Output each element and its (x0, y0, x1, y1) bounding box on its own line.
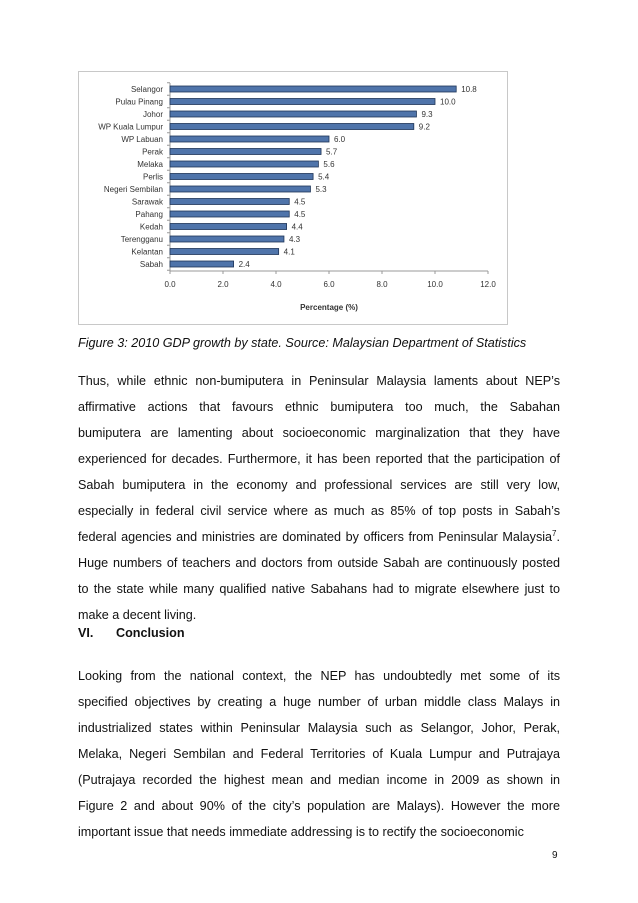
bar-pahang (170, 211, 289, 217)
bar-melaka (170, 161, 318, 167)
value-label: 2.4 (238, 260, 250, 269)
value-label: 4.3 (288, 235, 301, 244)
bar-johor (170, 111, 416, 117)
value-label: 9.2 (418, 122, 430, 132)
bar-sabah (170, 261, 234, 267)
text-line-content: Huge numbers of teachers and doctors from outside Sabah are continuously posted (78, 556, 560, 570)
paragraph-1 (78, 368, 560, 628)
bar-kedah (170, 224, 287, 230)
x-tick-label: 0.0 (164, 280, 176, 289)
text-line-content: Melaka, Negeri Sembilan and Federal Territories of Kuala Lumpur and Putrajaya (78, 747, 560, 761)
bar-negeri-sembilan (170, 186, 310, 192)
page-number: 9 (552, 850, 558, 861)
text-line (78, 715, 560, 741)
x-tick-label: 2.0 (217, 280, 229, 289)
value-label: 4.4 (291, 222, 303, 232)
bar-wp-kuala-lumpur (170, 124, 414, 130)
x-tick-label: 12.0 (480, 280, 496, 289)
category-label: Terengganu (120, 235, 163, 244)
x-tick-label: 10.0 (427, 280, 443, 289)
text-line (78, 767, 560, 793)
value-label: 10.0 (440, 97, 456, 107)
gdp-growth-bar-chart (79, 72, 509, 326)
section-heading (78, 620, 185, 646)
bar-terengganu (170, 236, 284, 242)
paragraph-2 (78, 663, 560, 845)
bar-perak (170, 149, 321, 155)
text-line-content: experienced for decades. Furthermore, it has been reported that the participation of (78, 452, 560, 466)
category-label: Kelantan (131, 247, 163, 257)
value-label: 5.7 (326, 147, 338, 157)
figure-caption: Figure 3: 2010 GDP growth by state. Source: Malaysian Department of Statistics (78, 336, 527, 350)
text-line (78, 524, 560, 550)
bar-sarawak (170, 199, 289, 205)
x-axis-title: Percentage (%) (300, 303, 358, 312)
bar-pulau-pinang (170, 99, 435, 105)
category-label: Pahang (135, 210, 163, 219)
text-line (78, 819, 560, 845)
text-line-content: to the state while many qualified native Sabahans had to migrate elsewhere just to (78, 582, 560, 596)
text-line-content: affirmative actions that favours ethnic bumiputera too much, the Sabahan (78, 400, 560, 414)
section-title: Conclusion (116, 626, 185, 640)
x-tick-label: 6.0 (323, 280, 335, 289)
value-label: 5.4 (318, 172, 330, 182)
category-label: Perak (142, 147, 163, 157)
text-line (78, 550, 560, 576)
text-line-content: federal agencies and ministries are dominated by officers from Peninsular Malaysia (78, 530, 553, 544)
category-label: Johor (142, 110, 163, 119)
footnote-reference[interactable]: 7 (552, 528, 557, 538)
text-line-content: bumiputera are lamenting about socioeconomic marginalization that they have (78, 426, 560, 440)
value-label: 9.3 (421, 110, 433, 119)
x-tick-label: 4.0 (270, 280, 282, 289)
category-label: Sarawak (131, 197, 163, 207)
text-line (78, 394, 560, 420)
text-line (78, 663, 560, 689)
sentence-end: . (556, 530, 560, 544)
text-line (78, 446, 560, 472)
value-label: 6.0 (334, 135, 346, 144)
text-line-content: especially in federal civil service where as much as 85% of top posts in Sabah’s (78, 504, 560, 518)
bar-perlis (170, 174, 313, 180)
text-line-content: Figure 2 and about 90% of the city’s population are Malays). However the more (78, 799, 560, 813)
text-line-content: Thus, while ethnic non-bumiputera in Peninsular Malaysia laments about NEP’s (78, 374, 560, 388)
text-line (78, 793, 560, 819)
text-line-content: specified objectives by creating a huge number of urban middle class Malays in (78, 695, 560, 709)
value-label: 10.8 (461, 85, 477, 94)
category-label: Melaka (137, 160, 163, 169)
bar-kelantan (170, 249, 279, 255)
text-line-content: make a decent living. (78, 608, 197, 622)
bar-selangor (170, 86, 456, 92)
value-label: 5.3 (315, 185, 327, 194)
value-label: 4.5 (294, 210, 306, 219)
bar-wp-labuan (170, 136, 329, 142)
section-number: VI. (78, 626, 94, 640)
value-label: 4.5 (294, 197, 306, 207)
category-label: Pulau Pinang (115, 97, 163, 107)
text-line-content: important issue that needs immediate addressing is to rectify the socioeconomic (78, 825, 524, 839)
value-label: 5.6 (323, 160, 335, 169)
text-line-content: Sabah bumiputera in the economy and professional services are still very low, (78, 478, 560, 492)
category-label: WP Labuan (121, 135, 163, 144)
text-line (78, 498, 560, 524)
category-label: Negeri Sembilan (103, 185, 163, 194)
text-line (78, 689, 560, 715)
category-label: Kedah (139, 222, 163, 232)
chart-figure (78, 71, 508, 325)
x-tick-label: 8.0 (376, 280, 388, 289)
text-line-content: (Putrajaya recorded the highest mean and median income in 2009 as shown in (78, 773, 560, 787)
text-line-content: industrialized states within Peninsular Malaysia such as Selangor, Johor, Perak, (78, 721, 560, 735)
text-line (78, 741, 560, 767)
text-line (78, 576, 560, 602)
text-line-content: Looking from the national context, the NEP has undoubtedly met some of its (78, 669, 560, 683)
text-line (78, 368, 560, 394)
category-label: Selangor (130, 85, 163, 94)
category-label: WP Kuala Lumpur (98, 122, 163, 132)
category-label: Perlis (142, 172, 163, 182)
text-line (78, 472, 560, 498)
category-label: Sabah (139, 260, 163, 269)
text-line (78, 420, 560, 446)
value-label: 4.1 (283, 247, 295, 257)
